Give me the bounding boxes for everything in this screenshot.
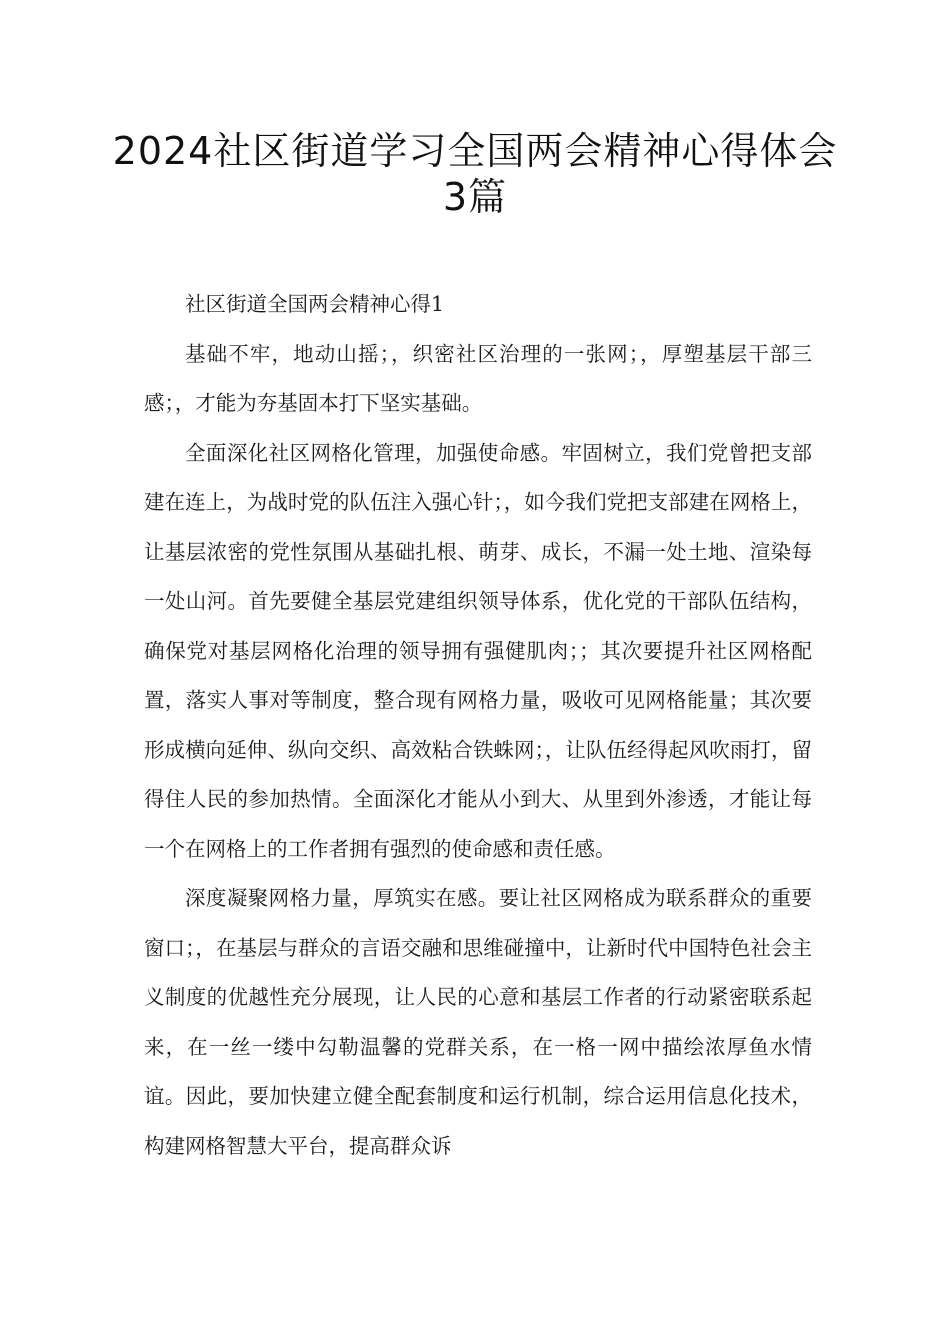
body-paragraph: 基础不牢，地动山摇；，织密社区治理的一张网；，厚塑基层干部三感；，才能为夯基固本打下坚实基础。 <box>144 341 812 415</box>
section-heading: 社区街道全国两会精神心得1 <box>185 292 445 316</box>
body-paragraph: 全面深化社区网格化管理，加强使命感。牢固树立，我们党曾把支部建在连上，为战时党的队伍注入强心针；，如今我们党把支部建在网格上，让基层浓密的党性氛围从基础扎根、萌芽、成长，不漏一处土地、渲染每一处山河。首先要健全基层党建组织领导体系，优化党的干部队伍结构，确保党对基层网格化治理的领导拥有强健肌肉；；其次要提升社区网格配置，落实人事对等制度，整合现有网格力量，吸收可见网格能量；其次要形成横向延伸、纵向交织、高效粘合铁蛛网；，让队伍经得起风吹雨打，留得住人民的参加热情。全面深化才能从小到大、从里到外渗透，才能让每一个在网格上的工作者拥有强烈的使命感和责任感。 <box>144 440 812 861</box>
body-paragraph: 深度凝聚网格力量，厚筑实在感。要让社区网格成为联系群众的重要窗口；，在基层与群众的言语交融和思维碰撞中，让新时代中国特色社会主义制度的优越性充分展现，让人民的心意和基层工作者的行动紧密联系起来，在一丝一缕中勾勒温馨的党群关系，在一格一网中描绘浓厚鱼水情谊。因此，要加快建立健全配套制度和运行机制，综合运用信息化技术，构建网格智慧大平台，提高群众诉 <box>144 886 812 1158</box>
document-title: 2024社区街道学习全国两会精神心得体会3篇 <box>112 129 838 219</box>
document-body <box>144 280 812 1171</box>
